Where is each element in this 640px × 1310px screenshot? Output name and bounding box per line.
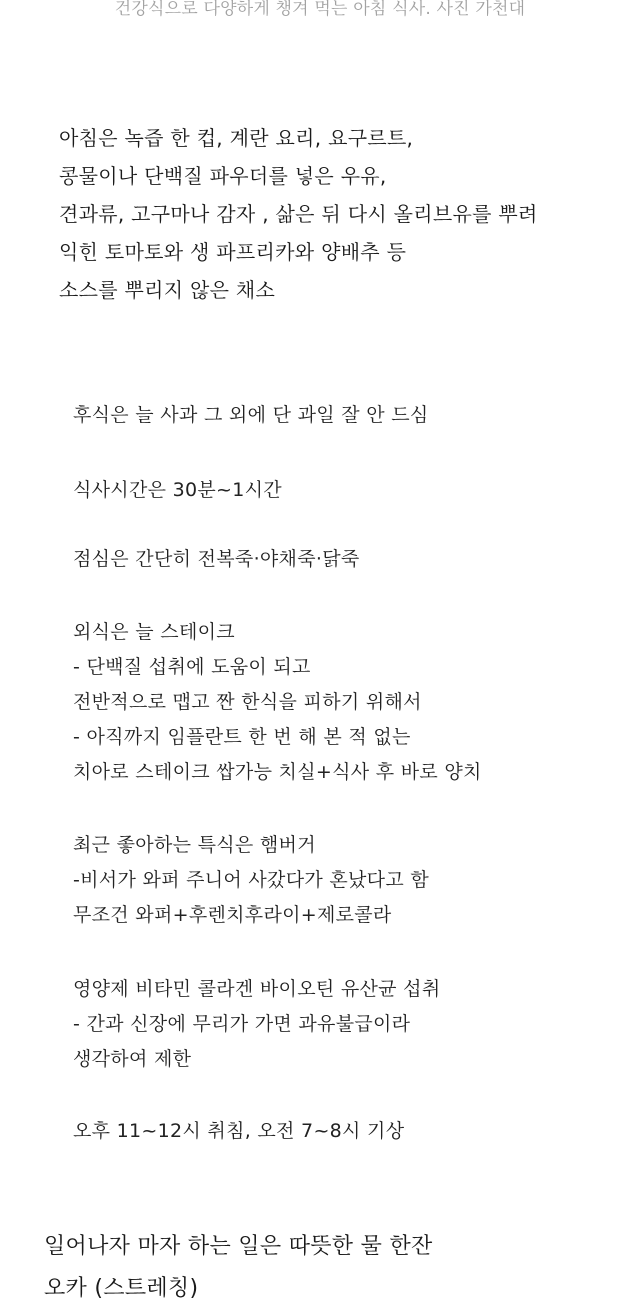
dining-out-line: - 단백질 섭취에 도움이 되고 (73, 656, 311, 678)
dining-out-item (73, 615, 482, 790)
breakfast-line: 아침은 녹즙 한 컵, 계란 요리, 요구르트, (59, 126, 414, 150)
dining-out-line: - 아직까지 임플란트 한 번 해 본 적 없는 (73, 726, 411, 748)
supplements-line: - 간과 신장에 무리가 가면 과유불급이라 (73, 1013, 411, 1035)
dessert-line: 후식은 늘 사과 그 외에 단 과일 잘 안 드심 (73, 404, 429, 426)
dessert-item (73, 398, 429, 433)
dining-out-line: 외식은 늘 스테이크 (73, 621, 235, 643)
special-food-item (73, 828, 429, 933)
breakfast-line: 콩물이나 단백질 파우더를 넣은 우유, (59, 164, 387, 188)
breakfast-line: 소스를 뿌리지 않은 채소 (59, 278, 276, 302)
meal-time-line: 식사시간은 30분~1시간 (73, 479, 282, 501)
lunch-line: 점심은 간단히 전복죽·야채죽·닭죽 (73, 548, 360, 570)
supplements-item (73, 972, 440, 1077)
breakfast-paragraph (59, 119, 538, 309)
dining-out-line: 전반적으로 맵고 짠 한식을 피하기 위해서 (73, 691, 422, 713)
special-food-line: 무조건 와퍼+후렌치후라이+제로콜라 (73, 904, 392, 926)
morning-routine-line: 일어나자 마자 하는 일은 따뜻한 물 한잔 (44, 1234, 433, 1259)
dining-out-line: 치아로 스테이크 쌉가능 치실+식사 후 바로 양치 (73, 761, 482, 783)
morning-routine-paragraph (44, 1226, 433, 1310)
special-food-line: -비서가 와퍼 주니어 사갔다가 혼났다고 함 (73, 869, 429, 891)
breakfast-line: 익힌 토마토와 생 파프리카와 양배추 등 (59, 240, 407, 264)
lunch-item (73, 542, 360, 577)
meal-time-item (73, 473, 282, 508)
special-food-line: 최근 좋아하는 특식은 햄버거 (73, 834, 316, 856)
sleep-item (73, 1114, 404, 1149)
sleep-line: 오후 11~12시 취침, 오전 7~8시 기상 (73, 1120, 405, 1142)
breakfast-line: 견과류, 고구마나 감자 , 삶은 뒤 다시 올리브유를 뿌려 (59, 202, 538, 226)
supplements-line: 영양제 비타민 콜라겐 바이오틴 유산균 섭취 (73, 978, 441, 1000)
supplements-line: 생각하여 제한 (73, 1048, 192, 1070)
morning-routine-line: 오카 (스트레칭) (44, 1276, 199, 1301)
photo-caption: 건강식으로 다양하게 챙겨 먹는 아침 식사. 사진 가천대 (114, 0, 526, 19)
